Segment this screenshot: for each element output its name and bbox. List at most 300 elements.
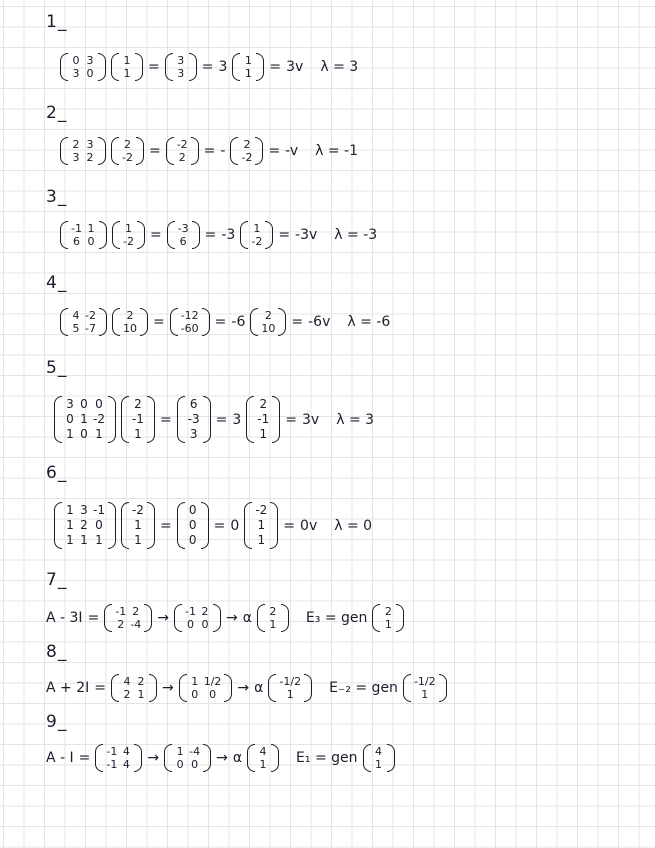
matrix-grid: [121, 222, 136, 248]
matrix-A: [60, 222, 107, 248]
problem-9-equation: A - I = -1 4 -1 4 → 1 -4 0 0 → α 4 1 E₁ = gen 4 1: [46, 745, 395, 771]
matrix-entry: 3: [86, 138, 94, 151]
problem-1-equation: 0 3 3 0 1 1 = 3 3 = 3 1 1 = 3v λ = 3: [60, 54, 358, 80]
scalar: 0: [230, 517, 240, 534]
vector-v-repeat: [240, 222, 273, 248]
eigenspace: E₁ = gen: [296, 750, 358, 766]
matrix-entry: -7: [85, 322, 96, 335]
eigenvector: [257, 605, 289, 631]
matrix-entry: 0: [201, 618, 209, 631]
matrix-entry: 1: [66, 533, 74, 547]
matrix-reduced: [174, 605, 221, 631]
matrix-row: [63, 412, 107, 427]
matrix-entry: 0: [188, 503, 197, 517]
matrix-entry: 1: [134, 427, 142, 441]
matrix-entry: 6: [189, 397, 198, 411]
matrix-entry: 1: [375, 758, 383, 771]
matrix-row: [130, 412, 146, 427]
matrix-row: [255, 412, 271, 427]
matrix-entry: -1: [131, 412, 144, 426]
matrix-entry: 1: [66, 427, 74, 441]
matrix-entry: 0: [188, 533, 197, 547]
matrix-entry: 0: [188, 518, 197, 532]
matrix-entry: 2: [86, 151, 94, 164]
matrix-grid: [69, 138, 97, 164]
matrix-row: [179, 322, 201, 335]
matrix-row: [412, 688, 438, 701]
matrix-row: [188, 688, 224, 701]
matrix-entry: 4: [122, 758, 130, 771]
matrix-entry: 3: [80, 503, 88, 517]
matrix-entry: 1: [257, 518, 266, 532]
matrix-entry: 0: [95, 518, 103, 532]
matrix-shifted: [95, 745, 142, 771]
matrix-entry: 2: [123, 138, 131, 151]
problem-2-label: 2_: [46, 103, 68, 123]
matrix-row: [186, 533, 200, 548]
matrix-row: [186, 397, 202, 412]
matrix-row: [266, 618, 280, 631]
matrix-entry: -1: [115, 605, 127, 618]
vector-v-repeat: [230, 138, 263, 164]
matrix-grid: [186, 397, 202, 442]
matrix-row: [104, 745, 133, 758]
matrix-entry: 1: [269, 618, 277, 631]
matrix-entry: 1: [421, 688, 429, 701]
lhs: A - 3I: [46, 610, 83, 626]
matrix-row: [69, 222, 98, 235]
matrix-entry: -60: [180, 322, 199, 335]
matrix-entry: -1: [106, 745, 118, 758]
eigenspace: E₋₂ = gen: [329, 680, 398, 696]
matrix-grid: [266, 605, 280, 631]
matrix-row: [183, 605, 212, 618]
matrix-reduced: [164, 745, 211, 771]
vector-Av: [170, 309, 210, 335]
matrix-entry: 10: [122, 322, 137, 335]
matrix-entry: 4: [375, 745, 383, 758]
eigenvalue: λ = 0: [334, 517, 373, 534]
matrix-entry: -3: [187, 412, 200, 426]
problem-4-equation: 4 -2 5 -7 2 10 = -12 -60 = -6 2 10 = -6v λ = -6: [60, 309, 390, 335]
vector-v: [112, 222, 145, 248]
matrix-entry: 1: [259, 427, 268, 441]
matrix-entry: 1: [134, 518, 142, 532]
scalar: 3: [218, 59, 228, 75]
matrix-row: [120, 151, 135, 164]
matrix-shifted: [111, 675, 157, 701]
matrix-row: [69, 54, 97, 67]
matrix-grid: [69, 222, 98, 248]
vector-v: [121, 397, 155, 442]
matrix-grid: [183, 605, 212, 631]
matrix-entry: 1: [384, 618, 392, 631]
matrix-row: [130, 518, 146, 533]
matrix-entry: 5: [72, 322, 80, 335]
matrix-row: [130, 503, 146, 518]
problem-7-equation: A - 3I = -1 2 2 -4 → -1 2 0 0 → α 2 1 E₃ = gen 2 1: [46, 605, 404, 631]
matrix-entry: 6: [72, 235, 80, 248]
matrix-A: [60, 309, 107, 335]
matrix-row: [277, 675, 303, 688]
eigenvalue: λ = -1: [315, 143, 359, 159]
matrix-entry: 1: [123, 54, 131, 67]
matrix-grid: [175, 138, 190, 164]
problem-5-label: 5_: [46, 358, 68, 378]
eigenvalue: λ = 3: [336, 411, 375, 428]
matrix-entry: 1: [66, 503, 74, 517]
matrix-A: [60, 138, 106, 164]
matrix-row: [63, 427, 107, 442]
matrix-grid: [255, 397, 271, 442]
matrix-row: [253, 533, 269, 548]
matrix-entry: 1: [191, 675, 199, 688]
matrix-row: [176, 235, 191, 248]
matrix-entry: 1: [95, 533, 103, 547]
matrix-row: [120, 675, 148, 688]
matrix-row: [130, 427, 146, 442]
matrix-grid: [241, 54, 255, 80]
matrix-entry: 2: [117, 618, 125, 631]
matrix-entry: 1: [259, 758, 267, 771]
matrix-row: [63, 533, 107, 548]
matrix-row: [69, 235, 98, 248]
matrix-grid: [173, 745, 202, 771]
matrix-row: [120, 138, 135, 151]
matrix-entry: -1/2: [279, 675, 302, 688]
matrix-grid: [113, 605, 143, 631]
eigenvector: [268, 675, 312, 701]
result: 0v: [300, 517, 318, 534]
matrix-entry: 0: [95, 397, 103, 411]
matrix-entry: 0: [186, 618, 194, 631]
matrix-row: [113, 605, 143, 618]
vector-Av: [177, 397, 211, 442]
vector-v: [121, 503, 155, 548]
matrix-entry: 0: [191, 758, 199, 771]
matrix-grid: [372, 745, 386, 771]
matrix-A: [60, 54, 106, 80]
matrix-row: [259, 309, 277, 322]
matrix-entry: 2: [259, 397, 268, 411]
matrix-entry: -2: [251, 235, 263, 248]
matrix-row: [249, 235, 264, 248]
matrix-row: [121, 222, 136, 235]
matrix-grid: [188, 675, 224, 701]
matrix-entry: 3: [66, 397, 74, 411]
matrix-entry: -12: [180, 309, 199, 322]
matrix-entry: 2: [132, 605, 140, 618]
alpha: α: [232, 750, 243, 766]
matrix-grid: [121, 309, 139, 335]
matrix-entry: 2: [123, 688, 131, 701]
matrix-reduced: [179, 675, 233, 701]
matrix-row: [381, 605, 395, 618]
vector-Av: [177, 503, 209, 548]
matrix-grid: [120, 675, 148, 701]
matrix-entry: 1: [80, 533, 88, 547]
vector-v: [111, 138, 144, 164]
vector-Av: [165, 54, 197, 80]
matrix-entry: -2: [85, 309, 96, 322]
matrix-row: [256, 758, 270, 771]
matrix-row: [255, 427, 271, 442]
matrix-row: [239, 151, 254, 164]
matrix-entry: 2: [384, 605, 392, 618]
problem-6-equation: 1 3 -1 1 2 0 1 1 1 -2 1 1 = 0 0 0 = 0 -2 1 1 = 0v λ = 0: [54, 503, 372, 548]
matrix-entry: 3: [72, 67, 80, 80]
eigenspace-generator: [403, 675, 447, 701]
matrix-entry: 1: [66, 518, 74, 532]
matrix-row: [69, 151, 97, 164]
matrix-row: [372, 758, 386, 771]
matrix-entry: 0: [80, 397, 88, 411]
matrix-row: [69, 309, 98, 322]
matrix-row: [255, 397, 271, 412]
problem-6-label: 6_: [46, 463, 68, 483]
matrix-entry: 2: [243, 138, 251, 151]
matrix-row: [120, 688, 148, 701]
problem-8-label: 8_: [46, 642, 68, 662]
matrix-entry: 3: [72, 151, 80, 164]
vector-v-repeat: [232, 54, 264, 80]
problem-5-equation: 3 0 0 0 1 -2 1 0 1 2 -1 1 = 6 -3 3 = 3 2 -1 1 = 3v λ = 3: [54, 397, 374, 442]
matrix-grid: [176, 222, 191, 248]
matrix-row: [249, 222, 264, 235]
result: -3v: [295, 227, 318, 243]
matrix-row: [121, 322, 139, 335]
scalar: -3: [221, 227, 236, 243]
matrix-row: [253, 518, 269, 533]
matrix-entry: -1: [184, 605, 196, 618]
matrix-row: [121, 309, 139, 322]
eigenvector: [247, 745, 279, 771]
matrix-entry: -1/2: [413, 675, 436, 688]
matrix-grid: [63, 397, 107, 442]
matrix-entry: -1: [71, 222, 82, 235]
matrix-row: [121, 235, 136, 248]
matrix-entry: 4: [123, 675, 131, 688]
matrix-grid: [120, 54, 134, 80]
matrix-row: [175, 138, 190, 151]
matrix-row: [253, 503, 269, 518]
matrix-entry: -1: [106, 758, 118, 771]
matrix-row: [176, 222, 191, 235]
matrix-row: [241, 67, 255, 80]
vector-v-repeat: [244, 503, 278, 548]
eigenvalue: λ = -3: [334, 227, 378, 243]
matrix-entry: -3: [177, 222, 189, 235]
matrix-row: [69, 67, 97, 80]
alpha: α: [254, 680, 264, 696]
matrix-entry: -4: [189, 745, 201, 758]
vector-v: [111, 54, 143, 80]
result: -v: [285, 143, 299, 159]
matrix-entry: 1: [244, 67, 252, 80]
matrix-entry: -2: [131, 503, 144, 517]
vector-Av: [167, 222, 200, 248]
matrix-entry: 1: [257, 533, 266, 547]
matrix-row: [179, 309, 201, 322]
matrix-row: [256, 745, 270, 758]
problem-2-equation: 2 3 3 2 2 -2 = -2 2 = - 2 -2 = -v λ = -1: [60, 138, 358, 164]
result: -6v: [308, 314, 331, 330]
lhs: A + 2I: [46, 680, 90, 696]
matrix-entry: -2: [241, 151, 253, 164]
problem-1-label: 1_: [46, 12, 68, 32]
matrix-entry: 1: [176, 745, 184, 758]
matrix-row: [277, 688, 303, 701]
matrix-grid: [253, 503, 269, 548]
matrix-row: [63, 397, 107, 412]
vector-v-repeat: [250, 309, 286, 335]
matrix-grid: [249, 222, 264, 248]
matrix-row: [412, 675, 438, 688]
matrix-entry: -4: [130, 618, 142, 631]
matrix-row: [186, 412, 202, 427]
matrix-grid: [277, 675, 303, 701]
problem-9-label: 9_: [46, 712, 68, 732]
matrix-grid: [104, 745, 133, 771]
matrix-grid: [69, 309, 98, 335]
matrix-grid: [381, 605, 395, 631]
matrix-row: [241, 54, 255, 67]
problem-3-equation: -1 1 6 0 1 -2 = -3 6 = -3 1 -2 = -3v λ = -3: [60, 222, 377, 248]
matrix-row: [372, 745, 386, 758]
matrix-row: [173, 758, 202, 771]
matrix-entry: 1: [286, 688, 294, 701]
scalar: -6: [231, 314, 246, 330]
matrix-row: [381, 618, 395, 631]
matrix-entry: 1: [253, 222, 261, 235]
matrix-entry: 1: [137, 688, 145, 701]
matrix-entry: 1: [80, 412, 88, 426]
matrix-A: [54, 503, 116, 548]
matrix-row: [69, 138, 97, 151]
matrix-row: [120, 67, 134, 80]
matrix-shifted: [104, 605, 152, 631]
matrix-entry: -2: [122, 235, 134, 248]
matrix-entry: 2: [80, 518, 88, 532]
matrix-grid: [174, 54, 188, 80]
matrix-entry: -2: [176, 138, 188, 151]
matrix-entry: 2: [126, 309, 134, 322]
matrix-entry: 0: [72, 54, 80, 67]
matrix-row: [186, 503, 200, 518]
matrix-entry: 0: [66, 412, 74, 426]
matrix-row: [173, 745, 202, 758]
matrix-entry: 4: [259, 745, 267, 758]
matrix-entry: 1: [87, 222, 95, 235]
eigenspace: E₃ = gen: [305, 610, 368, 626]
problem-4-label: 4_: [46, 273, 68, 293]
matrix-row: [186, 518, 200, 533]
matrix-entry: 0: [176, 758, 184, 771]
matrix-row: [239, 138, 254, 151]
matrix-row: [259, 322, 277, 335]
matrix-row: [186, 427, 202, 442]
matrix-entry: 0: [191, 688, 199, 701]
result: 3v: [302, 411, 320, 428]
matrix-row: [69, 322, 98, 335]
matrix-row: [188, 675, 224, 688]
matrix-row: [174, 67, 188, 80]
matrix-row: [130, 533, 146, 548]
matrix-entry: -2: [122, 151, 133, 164]
matrix-entry: 6: [179, 235, 187, 248]
matrix-entry: 1: [134, 533, 142, 547]
eigenspace-generator: [363, 745, 395, 771]
matrix-entry: 1: [124, 222, 132, 235]
matrix-entry: 2: [134, 397, 142, 411]
matrix-entry: 3: [189, 427, 198, 441]
vector-v: [112, 309, 148, 335]
matrix-entry: 1: [95, 427, 103, 441]
matrix-entry: -2: [255, 503, 268, 517]
matrix-entry: 1/2: [203, 675, 222, 688]
matrix-grid: [412, 675, 438, 701]
matrix-row: [183, 618, 212, 631]
problem-7-label: 7_: [46, 570, 68, 590]
matrix-entry: 0: [209, 688, 217, 701]
result: 3v: [286, 59, 304, 75]
matrix-grid: [120, 138, 135, 164]
matrix-entry: 4: [72, 309, 80, 322]
matrix-grid: [69, 54, 97, 80]
matrix-entry: 10: [261, 322, 276, 335]
matrix-entry: 0: [87, 235, 95, 248]
eigenvalue: λ = -6: [347, 314, 391, 330]
matrix-entry: 3: [177, 67, 185, 80]
matrix-grid: [63, 503, 107, 548]
matrix-grid: [130, 397, 146, 442]
matrix-grid: [239, 138, 254, 164]
matrix-row: [130, 397, 146, 412]
matrix-row: [175, 151, 190, 164]
matrix-row: [63, 518, 107, 533]
matrix-entry: 2: [72, 138, 80, 151]
matrix-entry: 0: [86, 67, 94, 80]
matrix-grid: [186, 503, 200, 548]
alpha: α: [242, 610, 252, 626]
matrix-entry: 2: [178, 151, 186, 164]
scalar: -: [220, 143, 226, 159]
matrix-entry: 3: [86, 54, 94, 67]
matrix-row: [266, 605, 280, 618]
vector-Av: [166, 138, 199, 164]
matrix-entry: 2: [269, 605, 277, 618]
matrix-entry: 1: [244, 54, 252, 67]
matrix-row: [104, 758, 133, 771]
scalar: 3: [232, 411, 242, 428]
matrix-entry: 0: [80, 427, 88, 441]
matrix-entry: 2: [201, 605, 209, 618]
matrix-entry: -1: [93, 503, 105, 517]
matrix-row: [63, 503, 107, 518]
matrix-grid: [259, 309, 277, 335]
matrix-entry: -2: [93, 412, 105, 426]
matrix-grid: [130, 503, 146, 548]
matrix-row: [120, 54, 134, 67]
matrix-entry: 4: [122, 745, 130, 758]
matrix-entry: 1: [123, 67, 131, 80]
matrix-entry: 2: [264, 309, 272, 322]
problem-8-equation: A + 2I = 4 2 2 1 → 1 1/2 0 0 → α -1/2 1 E₋₂ = gen -1/2 1: [46, 675, 447, 701]
matrix-entry: -1: [257, 412, 270, 426]
eigenspace-generator: [372, 605, 404, 631]
matrix-entry: 3: [177, 54, 185, 67]
problem-3-label: 3_: [46, 187, 68, 207]
